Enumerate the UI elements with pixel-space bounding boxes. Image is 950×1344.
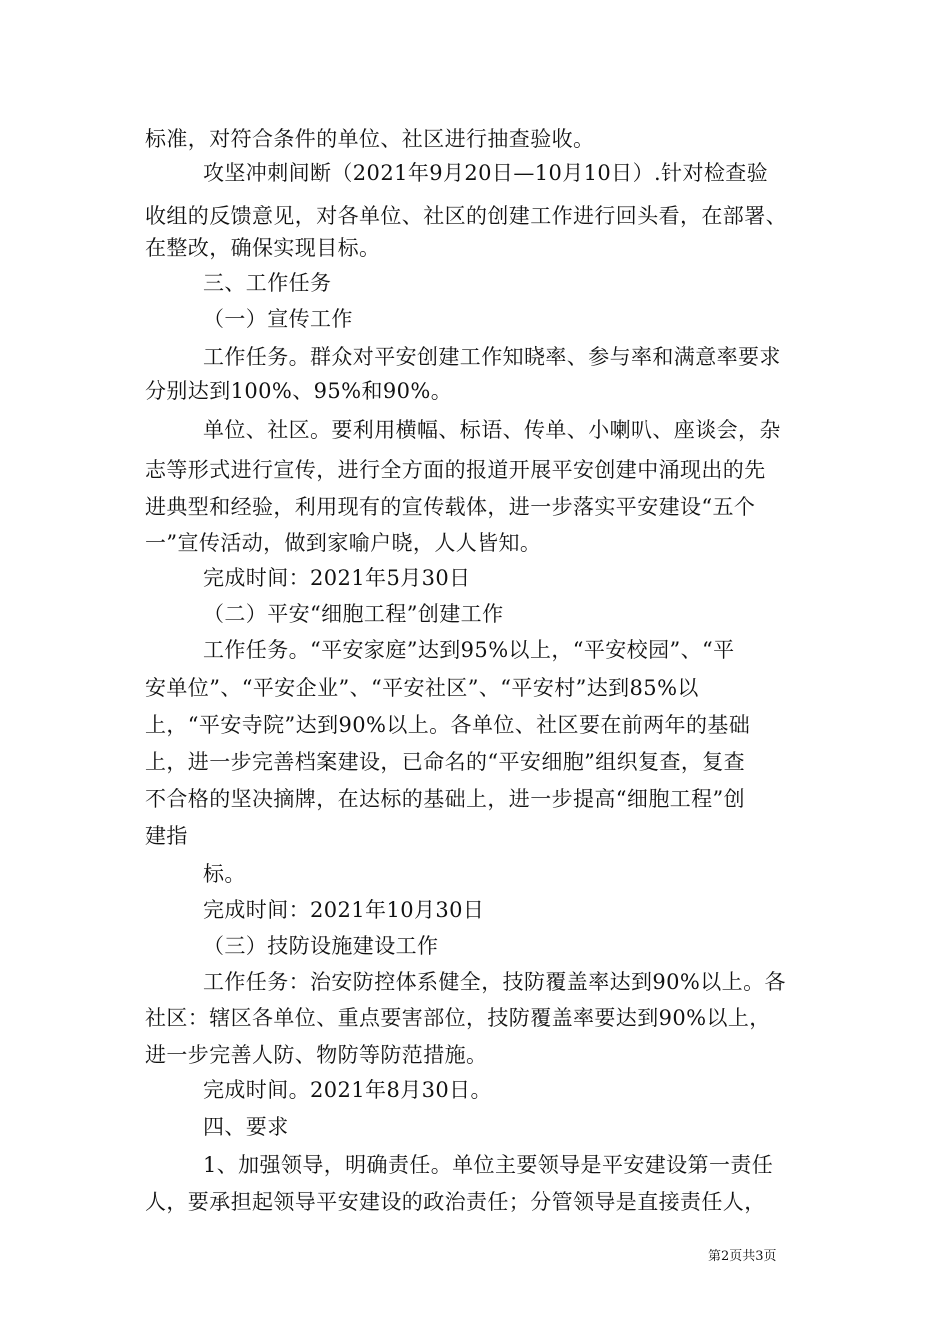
section-heading: 四、要求 — [203, 1115, 289, 1139]
text-line: 人，要承担起领导平安建设的政治责任；分管领导是直接责任人， — [145, 1190, 766, 1214]
text-line: 上，进一步完善档案建设，已命名的“平安细胞”组织复查，复查 — [145, 750, 746, 774]
text-line: 工作任务。“平安家庭”达到95%以上，“平安校园”、“平 — [203, 638, 735, 662]
text-line: 分别达到100%、95%和90%。 — [145, 379, 453, 403]
completion-time: 完成时间：2021年10月30日 — [203, 898, 485, 922]
text-line: 不合格的坚决摘牌，在达标的基础上，进一步提高“细胞工程”创 — [145, 787, 746, 811]
text-line: 收组的反馈意见，对各单位、社区的创建工作进行回头看，在部署、 — [145, 204, 787, 228]
text-line: 社区：辖区各单位、重点要害部位，技防覆盖率要达到90%以上， — [145, 1006, 771, 1030]
subsection-heading: （一）宣传工作 — [203, 307, 353, 331]
completion-time: 完成时间。2021年8月30日。 — [203, 1078, 492, 1102]
subsection-heading: （二）平安“细胞工程”创建工作 — [203, 602, 504, 626]
text-line: 进典型和经验，利用现有的宣传载体，进一步落实平安建设“五个 — [145, 495, 756, 519]
text-line: 标准，对符合条件的单位、社区进行抽查验收。 — [145, 127, 595, 151]
text-line: 在整改，确保实现目标。 — [145, 236, 381, 260]
subsection-heading: （三）技防设施建设工作 — [203, 934, 439, 958]
text-line: 1、加强领导，明确责任。单位主要领导是平安建设第一责任 — [203, 1153, 774, 1177]
text-line: 一”宣传活动，做到家喻户晓，人人皆知。 — [145, 531, 542, 555]
section-heading: 三、工作任务 — [203, 271, 332, 295]
completion-time: 完成时间：2021年5月30日 — [203, 566, 471, 590]
text-line: 攻坚冲刺间断（2021年9月20日—10月10日）.针对检查验 — [203, 161, 769, 185]
text-line: 志等形式进行宣传，进行全方面的报道开展平安创建中涌现出的先 — [145, 458, 766, 482]
text-line: 标。 — [203, 862, 246, 886]
text-line: 安单位”、“平安企业”、“平安社区”、“平安村”达到85%以 — [145, 676, 699, 700]
text-line: 工作任务。群众对平安创建工作知晓率、参与率和满意率要求 — [203, 345, 781, 369]
page-number: 第2页共3页 — [708, 1249, 777, 1264]
text-line: 单位、社区。要利用横幅、标语、传单、小喇叭、座谈会，杂 — [203, 418, 781, 442]
text-line: 工作任务：治安防控体系健全，技防覆盖率达到90%以上。各 — [203, 970, 786, 994]
text-line: 上，“平安寺院”达到90%以上。各单位、社区要在前两年的基础 — [145, 713, 751, 737]
text-line: 建指 — [145, 824, 188, 848]
text-line: 进一步完善人防、物防等防范措施。 — [145, 1043, 488, 1067]
